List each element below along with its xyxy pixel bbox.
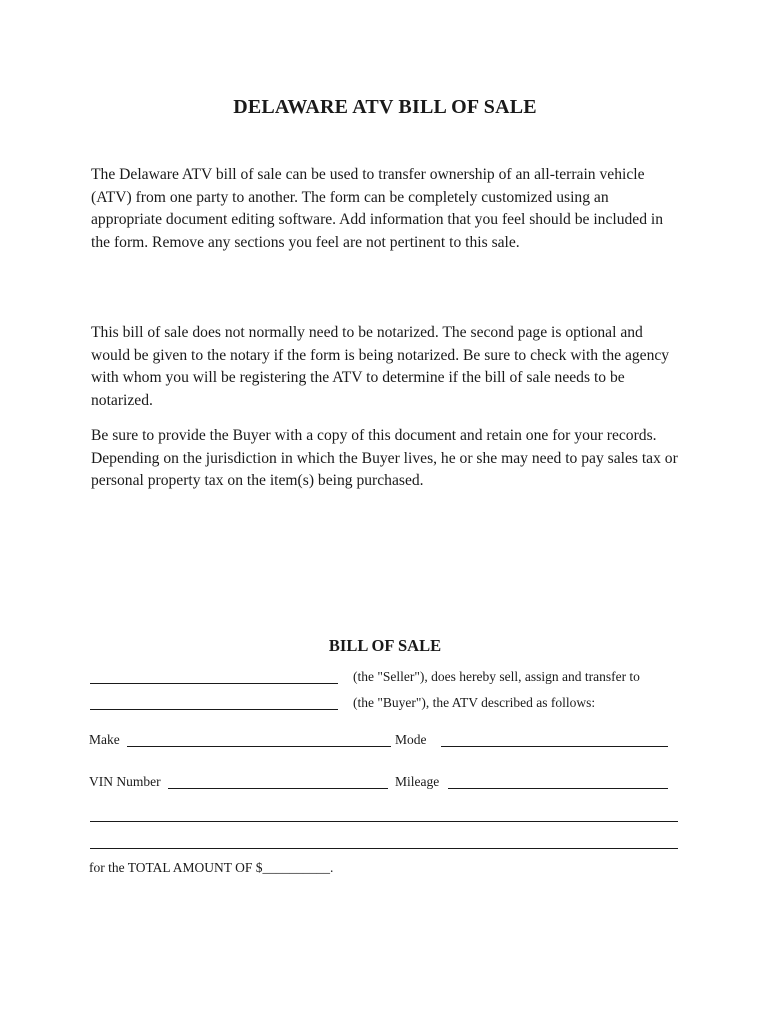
vin-label: VIN Number: [89, 774, 161, 789]
document-title: DELAWARE ATV BILL OF SALE: [233, 96, 537, 118]
total-amount-text: for the TOTAL AMOUNT OF $__________.: [89, 860, 334, 875]
vin-field[interactable]: [168, 788, 388, 789]
model-label: Mode: [395, 732, 427, 747]
copy-records-paragraph: Be sure to provide the Buyer with a copy of this document and retain one for your records. Depending on the jurisdiction in which the Buyer lives, he or she may need to pay sales tax or personal property tax on the item(s) being purchased.: [91, 427, 678, 489]
seller-name-field[interactable]: [90, 683, 338, 684]
seller-clause: (the "Seller"), does hereby sell, assign and transfer to: [353, 669, 640, 684]
model-field[interactable]: [441, 746, 668, 747]
mileage-field[interactable]: [448, 788, 668, 789]
make-label: Make: [89, 732, 120, 747]
intro-paragraph: The Delaware ATV bill of sale can be used to transfer ownership of an all-terrain vehicle (ATV) from one party to another. The form can be completely customized using an appropriate document editing software. Add information that you feel should be included in the form. Remove any sections you feel are not pertinent to this sale.: [91, 166, 664, 251]
mileage-label: Mileage: [395, 774, 440, 789]
bill-of-sale-heading: BILL OF SALE: [328, 636, 442, 655]
buyer-name-field[interactable]: [90, 709, 338, 710]
buyer-clause: (the "Buyer"), the ATV described as follows:: [353, 695, 596, 710]
description-line-2[interactable]: [90, 848, 678, 849]
notarization-paragraph: This bill of sale does not normally need to be notarized. The second page is optional and would be given to the notary if the form is being notarized. Be sure to check with the agency with whom you will be registering the ATV to determine if the bill of sale needs to be notarized.: [91, 324, 670, 409]
make-field[interactable]: [127, 746, 391, 747]
description-line-1[interactable]: [90, 821, 678, 822]
